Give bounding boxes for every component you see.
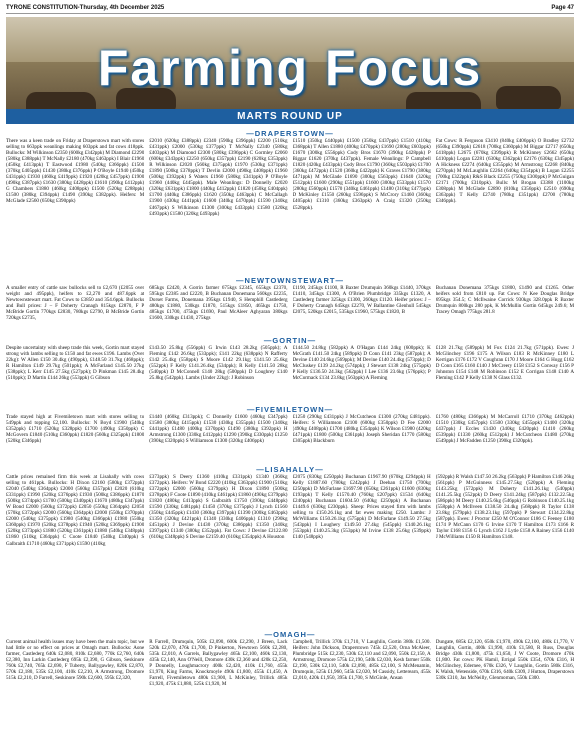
article-column: £144.50 24.8kg (582ppk) A O'Hagan £144 24kg (600ppk); K McGrath £141.50 24kg (589ppk) D Conn £141 23kg (587ppk); A Devine £140 24.6kg (569ppk); M Devine £140 24.4kg (573ppk); D McCluskey £139 24.2kg (574ppk); J Stewart £138 24kg (575ppk) P Kelly £136.50 24.3kg (562ppk) I Lee £136 23.6kg (576ppk); P McCormack £134 23.8kg (563ppk) A Fleming [292, 345, 431, 382]
issue-date: -Thursday, 4th December 2025 [77, 4, 165, 11]
article-column: £1250 (290kg £431ppk) J McCutcheon £1300 (270kg £481ppk). Heifers: S Williamson £2100 (600kg £350ppk) D Fee £2000 (490kg £408ppk) £1700 (480kg £354ppk) K Wilson £1980 (420kg £471ppk) £1800 (500kg £361ppk) Joseph Sheridan £1770 (580kg £305ppk) Blackburn [292, 414, 431, 445]
masthead: TYRONE CONSTITUTION [6, 4, 78, 11]
article-column: Buchanan Donemana 375kgs £1800, £1490 and £1265. Other heifers sold from £810 up. Fat Cows: N Kee Douglas Bridge 695kgs 354.5; C McIlwaine Corrick 930kgs 328.0ppk R Baxter Drumquin 800kgs 280 ppk, K McMullin Gortin 645kgs 249.6; M Tracey Omagh 775kgs 281.8 [435, 285, 574, 316]
article-column: £1190, 245kgs £1100, R Baxter Drumquin 360kgs £1440, 370kgs £1410, 345kgs £1300, A O'Brien Plumbridge 335kgs £1320, A Castlederg farmer 325kgs £1300, 260kgs £1120. Heifer prices: J – F Doherty Cranagh 645kgs £2270, W Ballantine Glenhull 545kgs £2075, 520kgs £2015, 535kgs £1960, 575kgs £1820, B [292, 285, 431, 316]
section-omagh [6, 630, 574, 737]
article-column: £2010 (620kg £388ppk) £2340 (590kg £396ppk) £2200 (510kg £431ppk) £2000 (530kg £377ppk) T McNally £2340 (580kg £403ppk) M Diamond £2300 (580kg £396ppk) C Gormley £2060 (600kg £343ppk) £2250 (650kg £357ppk) £2190 (620kg £353ppk) R Wilkinson £2020 (560kg £375ppk) £1970 (530kg £371ppk) £1890 (500kg £378ppk) T Devlin £2000 (490kg £408ppk) £1960 (500kg £392ppk) S Waters £1960 (580kg £341ppk) P O'Boyle £1960 (440kg £445ppk). Male Weanlings: D Donnelly £2020 (320kg £631ppk) £1800 (440kg £412ppk) £1820 (450kg £404ppk) £1700 (440kg £386ppk) £1620 (350kg £463ppk) C McCallagh £1900 (430kg £441ppk) £1600 (340kg £470ppk) £1590 (340kg £467ppk) S Wilkinson £1300 (300kg £433ppk) £1580 (320kg £493ppk) £1580 (320kg £493ppk) [149, 138, 288, 217]
section-heading: —OMAGH— [264, 630, 316, 639]
section-draperstown [6, 129, 574, 272]
article-column: Fat Cows: R Ferguson £3410 (840kg £406ppk) O Bradley £2732 (650kg £390ppk) £2618 (700kg £360ppk) M Biggar £2717 (650kg £418ppk) L2675 (670kg £399ppk) R McKinney £2662 (650kg £410ppk) Logan £2281 (630kg £362ppk) £2176 (630kg £345ppk) A Hickness £2274 (640kg £355ppk) M Armstrong £2268 (840kg £270ppk) M McLaughlin £2264 (640kg £354ppk) B Logan £2255 (700kg £322ppk) R&S Black £2255 (750kg £300ppk) P McGuigan £2171 (700kg £310ppk). Bulls: M Brogan £3388 (1100kg £308ppk) M McGlade £2890 (810kg £356ppk) £2510 (690kg £363ppk) T Kelly £2740 (780kg £351ppk) £2700 (780kg £346ppk). [435, 138, 574, 205]
article-column: £1760 (480kg £366ppk) M McCarroll £1710 (370kg £462ppk) £1510 (330kg £457ppk) £1500 (330kg £455ppk) £1400 (320kg £437ppk) J Eccles £1430 (340kg £420ppk) £1410 (260kg £539ppk) £1330 (260kg £512ppk) J McCutcheon £1480 (270kg £549ppk) J McFadden £1250 (390kg £320ppk). [435, 414, 574, 445]
article-column: £373ppk) S Deery £1360 (410kg £331ppk) £1340 (360kg £372ppk). Heifers: W Bond £2220 (410kg £363ppk) £1900 (510kg £372ppk) £2000 (560kg £379ppk) H Dixon £1890 (500kg £378ppk) F Coote £1890 (410kg £461ppk) £1860 (490kg £379ppk) £1820 (480kg £413ppk) S Galbraith £1750 (390kg £448ppk) £1590 (330kg £481ppk) £1450 (370kg £375ppk) J Lynch £1560 (350kg £445ppk) £1430 (360kg £397ppk) £1390 (300kg £463ppk) £1350 (320kg £421ppk) £1340 (330kg £406ppk) £1310 (290kg £451ppk) J Devine £1430 (370kg £386ppk) £1350 (340kg £397ppk) £1340 (380kg £352ppk). Fat Cows: J Devine £2122.80 (610kg £348ppk) S Devine £2159.40 (610kg £354ppk) A Houston [149, 474, 288, 541]
section-heading: —NEWTOWNSTEWART— [236, 276, 344, 285]
section-fivemiletown [6, 405, 574, 464]
section-heading: —LISAHALLY— [256, 465, 324, 474]
section-heading: —FIVEMILETOWN— [246, 405, 334, 414]
section-gortin [6, 336, 574, 401]
article-column: (592ppk) R Walsh £147.50 26.2kg (563ppk) P Hamilton £146 26kg (561ppk) P McGuinness £145.27.5kg (520ppk) A Fleming £143.25kg (572ppk) M Doherty £141.26.1kg (540ppk) £141.25.5kg (552ppk) D Deery £141.24kg (587ppk) £132.22.5kg (586ppk) M Deery £140.25.6kg (546ppk) G Robinson £140.25.1kg (558ppk) A McIlveen £138.50 24.4kg (568ppk) R Taylor £138 23.8kg (579ppk) £138.23.1kg (597ppk) P Stewart £134.22.8kg (587ppk). Ewes: J Proctor £250 M O'Connor £186 C Feeney £180 £174 P McCann £170 G Irvine £170 T Hamilton £173 £166 R Taylor £168 £156 G Lynch £162 J Lytle £158 A Rainey £156 £140 J McWilliams £150 R Hamilton £148. [435, 474, 574, 541]
section-heading: —DRAPERSTOWN— [246, 129, 334, 138]
article-column: Cattle prices remained firm this week at Lisahally with cows selling to 461ppk. Bullocks: H Dixon £2160 (580kg £372ppk) £2040 (540kg £364ppk) £2000 (560kg £357ppk) £2020 (610kg £331ppk) £1990 (520kg £376ppk) £1930 (500kg £386ppk) £1870 (500kg £374ppk) £1700 (500kg £340ppk) £1670 (480kg £347ppk) W Bond £2000 (560kg £372ppk) £2050 (550kg £364ppk) £2050 (570kg £372ppk) £2000 (560kg £364ppk) £2000 (550kg £370ppk) £2000 (540kg £375ppk) £1980 (540kg £366ppk) £1980 (550kg £360ppk) £1970 (520kg £378ppk) £1940 (520kg £369ppk) £1900 (520kg £373ppk) £1880 (520kg £361ppk) £1880 (540kg £348ppk) £1860 (510kg £364ppk) C Coote £1840 (540kg £340ppk) S Galbraith £1710 (460kg £371ppk) £1590 (410kg [6, 474, 145, 547]
farming-focus-banner [6, 17, 574, 124]
page-number: Page 47 [551, 4, 574, 11]
section-newtownstewart [6, 276, 574, 335]
page-header [6, 2, 574, 14]
masthead-date [6, 5, 164, 11]
article-column: £1440 (460kg £313ppk); C Donnelly £1600 (460kg £347ppk) £1580 (380kg £415ppk) £1530 (430kg £355ppk) £1500 (340kg £441ppk) £1480 (400kg £370ppk) £1490 (380kg £392ppk) H Armstrong £1300 (330kg £412ppk) £1290 (390kg £330ppk) £1250 (390kg £320ppk) S Williamson £1300 (320kg £406ppk) [149, 414, 288, 445]
article-column: £2075 (830kg £250ppk) Buchanan £1967.90 (670kg £294ppk) H Kelly £1887.60 (780kg £242ppk) J Deehan £1750 (700kg £250ppk) D McFarlane £1697.90 (650kg £261ppk) £1600 (830kg £193ppk) T Kelly £1570.40 (760kg £207ppk) £1534 (640kg £240ppk) Buchanan £1604.50 (640kg £250ppk) A Buchanan £1449.6 (630kg £230ppk). Sheep: Prices stayed firm with lambs selling to £150.26.1kg and fat ewes making £250. Lambs: J McWilliams £150.26.1kg (575ppk) D McFarlane £149.50 27.5kg (543ppk) I Loughery £149.50 27.4kg (545ppk) £140.26.1kg (553ppk) £140.25.3kg (553ppk) M Irvine £138 25.6kg (539ppk) £140 (548ppk) [292, 474, 431, 541]
article-column: Campbell, Trillick 370k £1,710, V Laughlin, Gortin 380k £1,500. Heifers: John Dickson, Draperstown 745k £2,520, Orna McAleer, Plumbridge 515k £2,230, 530k £2,110 and £2,090, 550k £2,150, A Armstrong, Dromore 575k £2,190, 540k £2,030, Kesh farmer 550k £2,190, 530k £2,110, 540k £2,090, 485k £2,100, S McMenamin, Drumquin, 525k £1,960, 545k £2,020, M Cassidy, Letterearn, 455k £2,010, 420k £1,950, 395k £1,700, S McGinle, Ansan [292, 639, 431, 682]
section-heading: —GORTIN— [263, 336, 317, 345]
article-column: £143.50 25.8kg (556ppk) G Irwin £143 28.2kg (505ppk); A Fleming £142 26.6kg (533ppk); £141 22kg (638ppk) N Rafferty £142 25.4kg (558ppk) S Moore £142 29.1kg; £141.50 25.6kg (552ppk) F Kelly £141.26.4kg (534ppk); R Kelly £141.50 28kg (540ppk) D McConnell £140 28kg (500ppk) D Loughrey £140 25.8kg (542ppk). Lambs (Under 22kg): J Robinson [149, 345, 288, 382]
article-column: 685kgs £2420, A Gorrin farmer 675kgs £2345, 655kgs £2370, 595kgs £2385 and £2220, B Buchanan Donemana 560kgs £2235, Dorset Farms, Donemana 395kgs £1940, S Hemphill Castlederg 480kgs £1880, 530kgs £1870, 515kgs £1850, 465kgs £1750, 485kgs £1700, 475kgs £1690, Paul McAleer Aghyaran 380kgs £1600, 330kgs £1430, 275kgs [149, 285, 288, 322]
section-lisahally [6, 465, 574, 626]
article-column: R Farrell, Drumquin, 505k £2,090, 600k £2,290, J Breen, Lack 520k £2,070, 476k £1,700, D Pinkerton, Newtown 560k £2,280, 535k £2,010, A Garrels, Ballygawley 465k £2,100, 460k £2,130, 435k £2,140, Ann O'Neill, Dromore 430k £2,360 and 420k £2,250, P Donnelly, Loughmacrory 400k £2,420, 410k £1,760, 455k £1,970, King Farms, Knockmoyle 490k £1,800, 455k £1,450, A Farrell, Fivemiletown 480k £1,900, L McKinley, Trillick 485k £1,920, 475k £1,880, 525k £1,920, M [149, 639, 288, 688]
article-column: £128 21.7kg (589ppk) M Fox £124 21.7kg (571ppk). Ewes: J McGlinchey £196 £175 A Wilson £183 R McKinney £180 L Kerrigan £176 £172 V Coughran £170 J Moore £164 G Hogg £162 D Conn £165 £160 £140 J McCreery £158 £152 S Conway £156 P Johnston £154 £148 M Robinson £152 E Corrigan £148 £140 A Fleming £142 P Kelly £138 N Glass £132. [435, 345, 574, 382]
article-column: Current animal health issues may have been the main topic, but we had little or no effect on prices at Omagh mart. Bullocks: Aone farmer, Castlederg 640k £2,080, 810k £2,680, 770k £2,760, 640k £2,380, Inn Larkin Castlederg 695k £2,390, G Gibson, Seskinore 760k £2,740, 765k £2,690, F Tuberty, Ballygawley, 820k £2,870, 570k £2,180, 535k £2,100, 410k £2,210, A Armstrong, Dromore 515k £2,210, D Farrell, Seskinore 590k £2,600, 595k £2,320, [6, 639, 145, 682]
article-column: £1510 (350kg £440ppk) £1500 (350kg £437ppk) £1510 (410kg £368ppk) T Allen £1880 (400kg £470ppk) £1690 (280kg £603ppk) £1670 (300kg £556ppk) Cody Bros £1670 (390kg £428ppk) P Biggar £1620 (370kg £437ppk). Female Weanlings: P Campbell £1820 (420kg £433ppk) Cody Bros £1790 (360kg £503ppk) £1700 (360kg £472ppk) £1520 (360kg £422ppk) K Graves £1790 (380kg £471ppk) M McGlade £1690 (300kg £563ppk) £1640 (320kg £512ppk) £1600 (290kg £551ppk) £1600 (300kg £533ppk) £1570 (280kg £560ppk) £1570 (340kg £461ppk) £1480 (310kg £477ppk) D McKinley £1550 (260kg £596ppk) S McCrory £1460 (360kg £405ppk) £1310 (360kg £363ppk) A Craig £1320 (250kg £528ppk). [292, 138, 431, 211]
article-column: Dungate, 685k £2,120, 650k £1,970, 490k £2,100, 480k £1,770, V Laughlin, Gortin, 400k £1,990, 410k £1,580, R Russ, Douglas Bridge 430k £1,800, 475k £1,650, J W Coote, Dromore 470k £1,800. Fat cows: PK Hamil, Errigal 550k £354, 670k £316, H McGlinchey, Edernee, 670k £326, V Laughlin, Gortin 580k £316, K Walsh, Wetenside, 670k £316, 640k £309, J Hutton, Draperstown 530k £310, Jas McNeilly, Glenmornan, 550k £300. [435, 639, 574, 682]
banner-subtitle: MARTS ROUND UP [6, 109, 574, 124]
banner-title: Farming Focus [97, 40, 483, 96]
article-column: Trade stayed high at Fivemiletown mart with stores selling to 549ppk and topping £2,100. Bullocks: N Boyd £1900 (540kg £352ppk) £1710 (520kg £328ppk) £1700 (490kg £350ppk) C McGovern £1840 (510kg £360ppk) £1820 (560kg £325ppk) £1800 (520kg £346ppk) [6, 414, 145, 445]
article-column: Despite uncertainty with sheep trade this week, Gortin mart stayed strong with lambs selling to £150 and fat ewes £196. Lambs (Over 22kg): W Allen £150 30.4kg (490ppk), £148.50 31.7kg (468ppk); R Hamilton £149 29.7kg (501ppk); A McFarland £145.50 27kg (538ppk); L Kerr £145 27.5kg (527ppk); D Pinkman £145 28.4kg (510ppk); D Martin £144 26kg (553ppk) G Gibson [6, 345, 145, 382]
article-column: There was a keen trade on Friday at Draperstown mart with stores selling to 663ppk weanlings making 603ppk and fat cows 418ppk. Bullocks: M Wilkinson £2350 (600kg £342ppk) M Diamond £2290 (580kg £388ppk) T McNally £2180 (470kg £463ppk) I Blair £1960 (450kg £413ppk) T Eastwood £1980 (540kg £366ppk) £1500 (370kg £405ppk) £1430 (380kg £376ppk) P O'Boyle £1940 (450kg £431ppk) £1930 (460kg £419ppk) £1920 (420kg £457ppk) £1900 (490kg £387ppk) £1630 (380kg £428ppk) £1610 (390kg £412ppk) G Chambers £1880 (460kg £408ppk) £1500 (520kg £288ppk) £1500 (380kg £394ppk) £1490 (390kg £382ppk). Heifers: M McGlade £2560 (650kg £390ppk) [6, 138, 145, 205]
article-column: A smaller entry of cattle saw bullocks sell to £2,670 (£2055 over weight and 495ppk), heifers to £2,270 and 487.6ppk at Newtownstewart mart. Fat Cows to £3850 and 354.6ppk. Bullocks and Bull prices: J – F Doherty Cranagh 815kgs £2870, F P McBride Gortin 770kgs £2830, 780kgs £2790, B McBride Gortin 720kgs £2735, [6, 285, 145, 322]
